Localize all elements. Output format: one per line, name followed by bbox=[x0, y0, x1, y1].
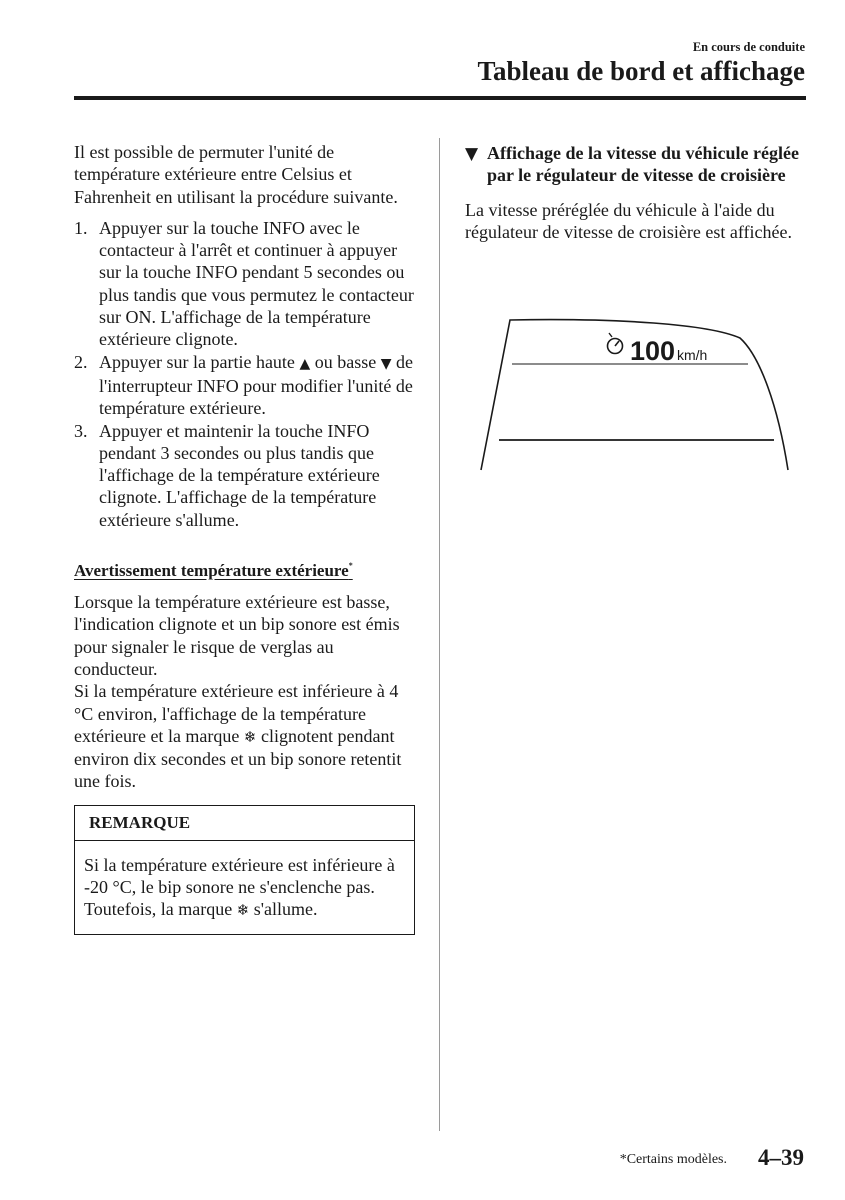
note-title: REMARQUE bbox=[75, 806, 414, 841]
step-text: de l'interrupteur INFO pour modifier l'unité de température extérieure. bbox=[99, 351, 413, 419]
note-text-part: Si la température extérieure est inférieure à -20 °C, le bip sonore ne s'enclenche pas. Toutefois, la marque bbox=[84, 854, 395, 920]
right-column bbox=[465, 142, 810, 244]
section-heading bbox=[465, 142, 810, 186]
snowflake-icon: ❄ bbox=[243, 727, 257, 746]
step-number: 1. bbox=[74, 217, 88, 238]
step-number: 3. bbox=[74, 420, 88, 441]
warning-paragraph bbox=[74, 680, 419, 792]
certain-models-mark: * bbox=[348, 561, 353, 571]
step-text: Appuyer sur la partie haute bbox=[99, 351, 295, 372]
header-section-label: En cours de conduite bbox=[692, 40, 805, 54]
section-heading-text: Affichage de la vitesse du véhicule réglée par le régulateur de vitesse de croisière bbox=[487, 143, 799, 185]
note-text bbox=[75, 841, 414, 934]
up-triangle-icon: ▲ bbox=[299, 355, 311, 372]
step-item bbox=[74, 420, 419, 531]
warning-heading-text: Avertissement température extérieure bbox=[74, 561, 349, 581]
column-divider bbox=[439, 138, 440, 1131]
down-triangle-icon: ▼ bbox=[380, 355, 392, 372]
section-marker-icon: ▼ bbox=[465, 144, 479, 164]
header-rule bbox=[74, 96, 806, 100]
step-text: ou basse bbox=[314, 351, 377, 372]
footer-note: *Certains modèles. bbox=[619, 1152, 727, 1167]
cruise-speed-display-illustration bbox=[478, 316, 790, 472]
warning-paragraph: Lorsque la température extérieure est basse, l'indication clignote et un bip sonore est émis pour signaler le risque de verglas au conducteur. bbox=[74, 592, 400, 679]
note-text-part: s'allume. bbox=[253, 899, 318, 920]
intro-paragraph: Il est possible de permuter l'unité de température extérieure entre Celsius et Fahrenheit en utilisant la procédure suivante. bbox=[74, 142, 398, 207]
speed-unit: km/h bbox=[677, 347, 708, 363]
warning-text: clignotent pendant environ dix secondes et un bip sonore retentit une fois. bbox=[74, 725, 402, 792]
note-box bbox=[74, 805, 415, 935]
step-number: 2. bbox=[74, 351, 88, 372]
step-item bbox=[74, 351, 419, 420]
step-text: Appuyer et maintenir la touche INFO pendant 3 secondes ou plus tandis que l'affichage de la température extérieure clignote. L'affichage de la température extérieure s'allume. bbox=[99, 420, 380, 530]
section-paragraph: La vitesse préréglée du véhicule à l'aide du régulateur de vitesse de croisière est affichée. bbox=[465, 200, 793, 243]
snowflake-icon: ❄ bbox=[236, 901, 250, 920]
page-number: 4–39 bbox=[758, 1145, 804, 1170]
left-column bbox=[74, 141, 419, 935]
step-item bbox=[74, 217, 419, 351]
set-speed-value: 100 bbox=[630, 336, 676, 366]
warning-text: Si la température extérieure est inférieure à 4 °C environ, l'affichage de la température extérieure et la marque bbox=[74, 681, 399, 746]
step-text: Appuyer sur la touche INFO avec le contacteur à l'arrêt et continuer à appuyer sur la touche INFO pendant 5 secondes ou plus tandis que vous permutez le contacteur sur ON. L'affichage de la température extérieure clignote. bbox=[99, 217, 414, 350]
warning-heading bbox=[74, 555, 419, 582]
procedure-steps bbox=[74, 217, 419, 531]
cruise-control-icon bbox=[608, 333, 623, 354]
page-title: Tableau de bord et affichage bbox=[477, 56, 805, 86]
